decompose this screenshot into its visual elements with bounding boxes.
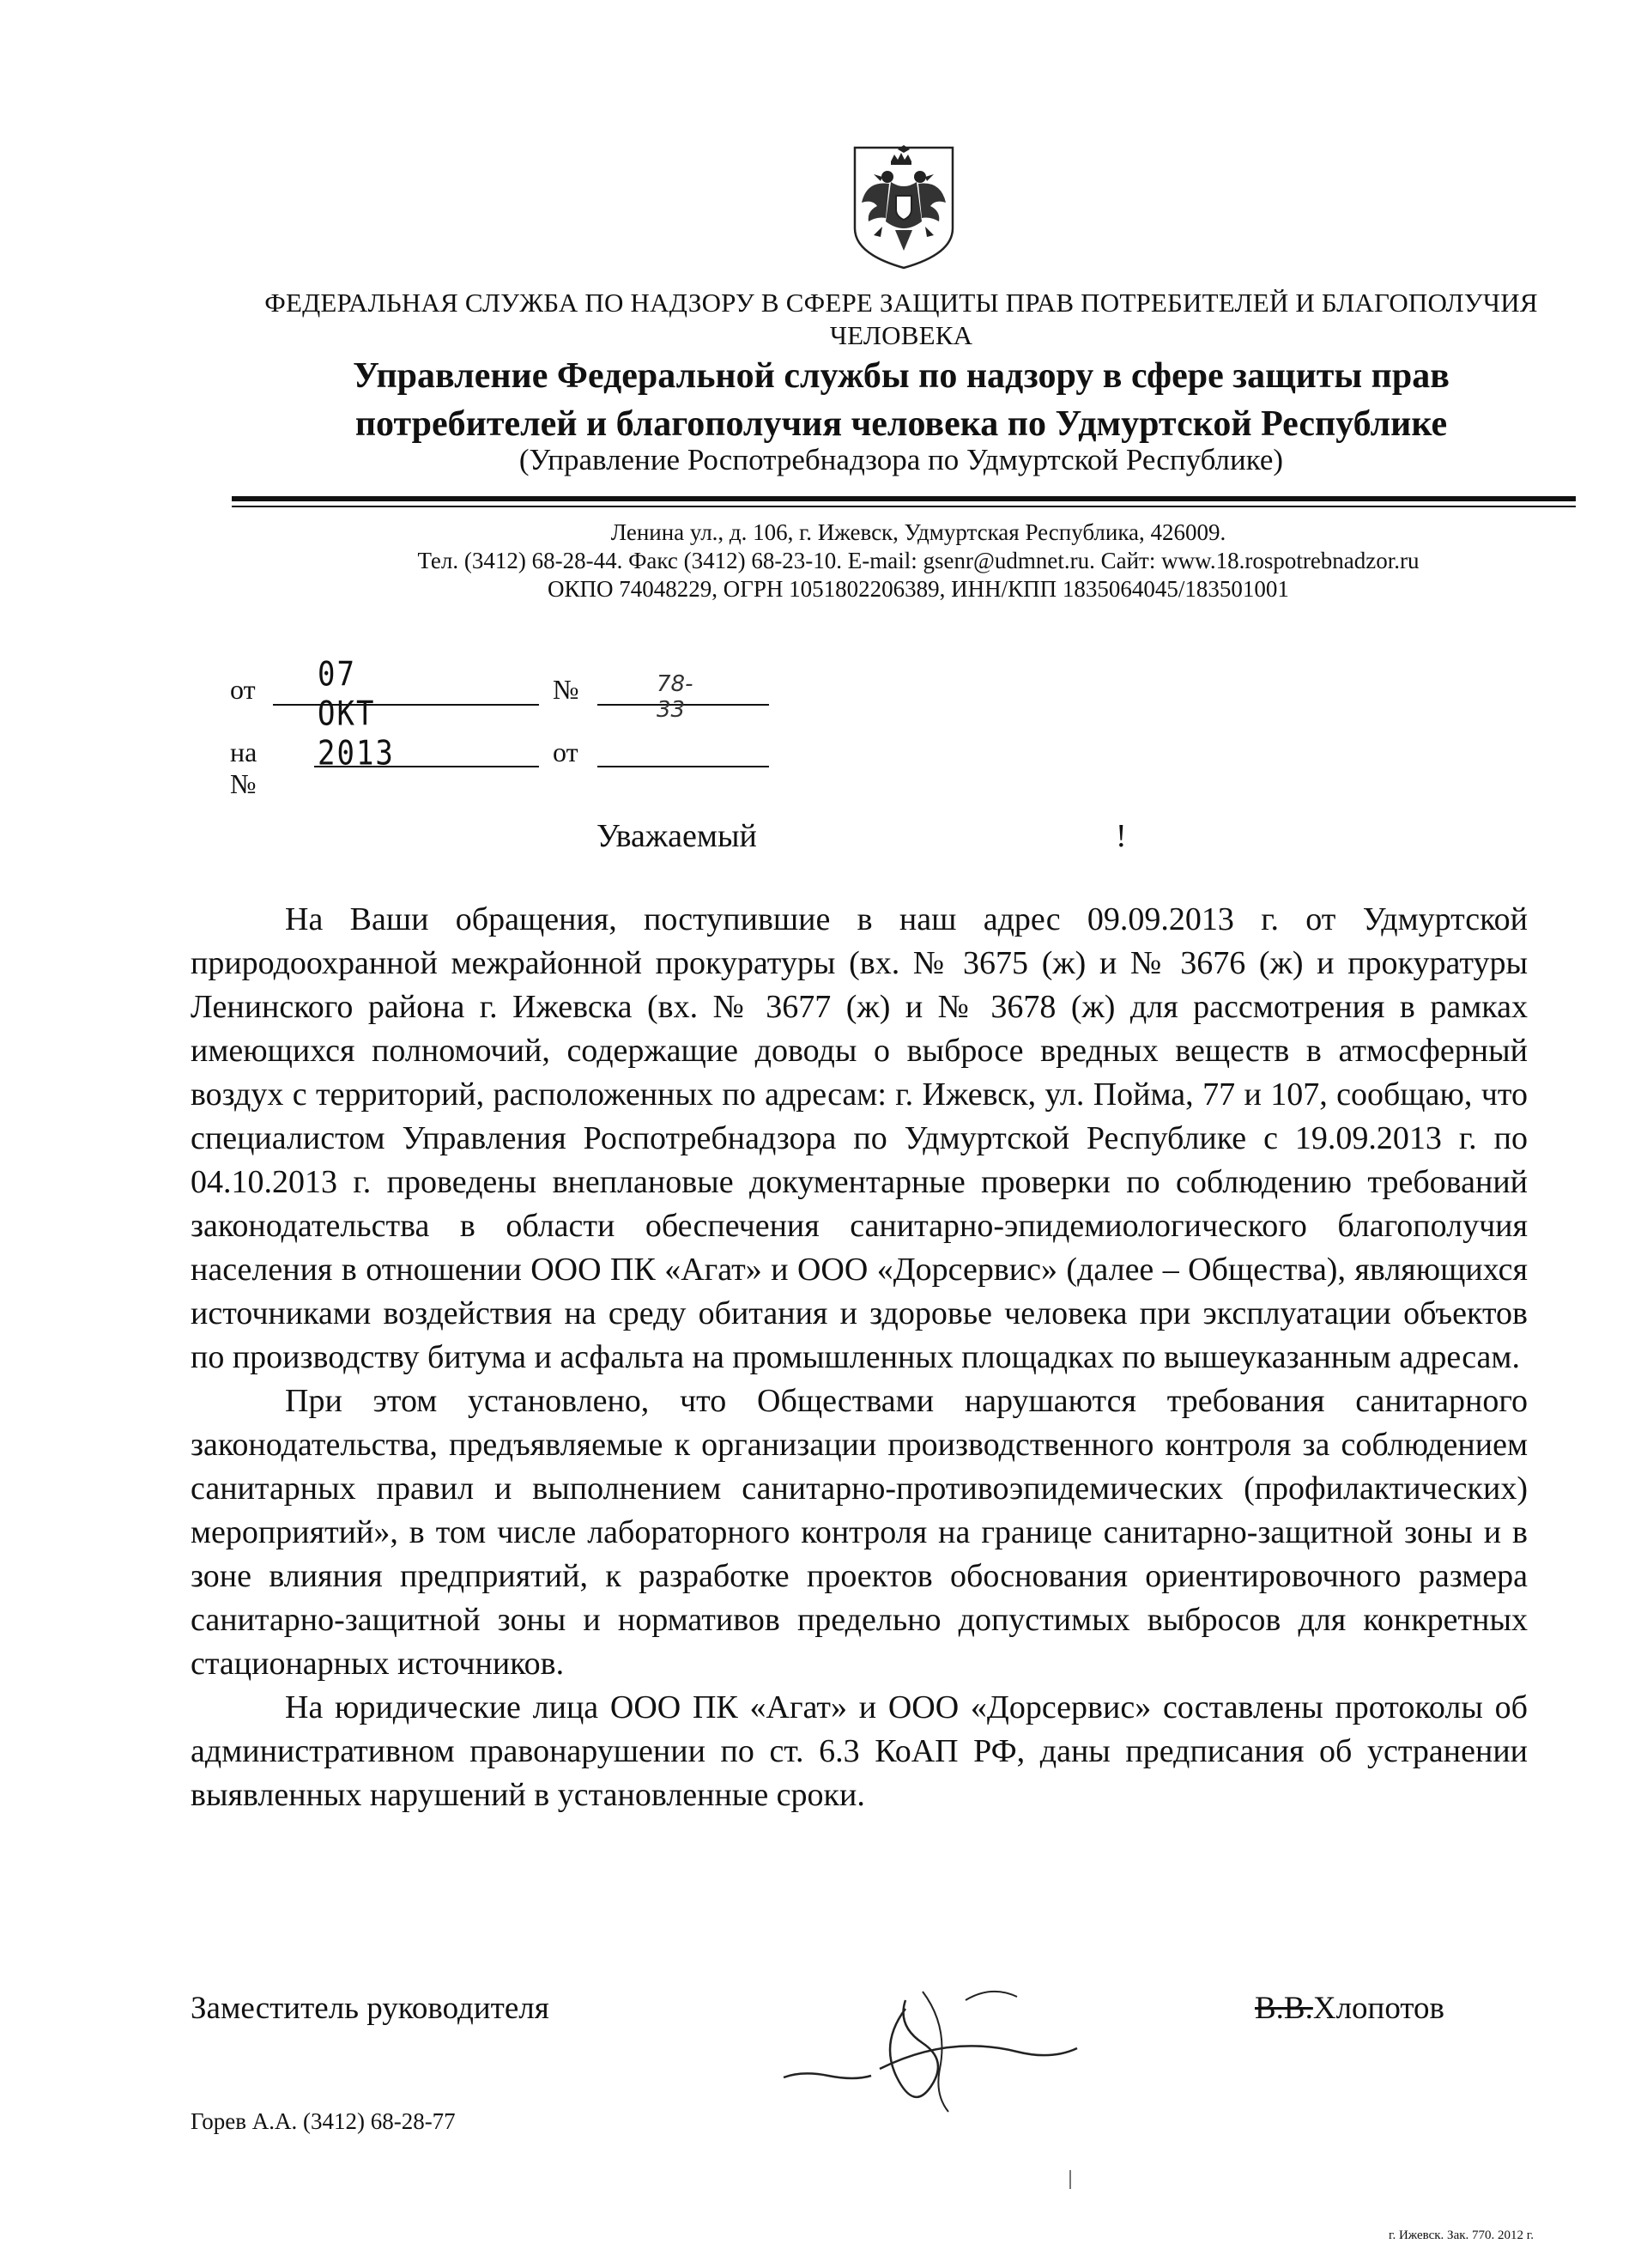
department-name: Управление Федеральной службы по надзору в сфере защиты прав потребителей и благополучия человека по Удмуртской Республике: [353, 356, 1450, 444]
number-label: №: [553, 674, 579, 705]
date-underline: [273, 704, 539, 706]
signer-initials: В.В.: [1255, 1991, 1313, 2026]
signer-title: Заместитель руководителя: [191, 1991, 549, 2026]
contacts-block: [283, 518, 1553, 603]
reply-date-underline: [597, 766, 769, 767]
contact-address: Ленина ул., д. 106, г. Ижевск, Удмуртская Республика, 426009.: [610, 519, 1226, 545]
header-rule-thick: [232, 496, 1576, 501]
department-short-name: (Управление Роспотребнадзора по Удмуртской Республике): [518, 443, 1284, 476]
header-rule-thin: [232, 506, 1576, 507]
reply-number-underline: [314, 766, 539, 767]
letter-body: [191, 898, 1528, 1817]
from-label: от: [230, 674, 256, 705]
handwritten-signature: [777, 1974, 1086, 2120]
date-stamp: 07 ОКТ 2013: [318, 655, 395, 773]
body-paragraph: При этом установлено, что Обществами нарушаются требования санитарного законодательства, предъявляемые к организации производственного контроля за соблюдением санитарных правил и выполнением санитарно-противоэпидемических (профилактических) мероприятий», в том числе лабораторного контроля на границе санитарно-защитной зоны и в зоне влияния предприятий, к разработке проектов обоснования ориентировочного размера санитарно-защитной зоны и нормативов предельно допустимых выбросов для конкретных стационарных источников.: [191, 1383, 1528, 1682]
contact-phones: Тел. (3412) 68-28-44. Факс (3412) 68-23-10. E-mail: gsenr@udmnet.ru. Сайт: www.18.rospotrebnadzor.ru: [417, 548, 1420, 573]
salutation-exclamation: !: [1116, 818, 1127, 854]
body-paragraph: На юридические лица ООО ПК «Агат» и ООО «Дорсервис» составлены протоколы об административном правонарушении по ст. 6.3 КоАП РФ, даны предписания об устранении выявленных нарушений в установленные сроки.: [191, 1689, 1528, 1813]
agency-name: ФЕДЕРАЛЬНАЯ СЛУЖБА ПО НАДЗОРУ В СФЕРЕ ЗАЩИТЫ ПРАВ ПОТРЕБИТЕЛЕЙ И БЛАГОПОЛУЧИЯ ЧЕЛОВЕКА: [264, 288, 1538, 350]
coat-of-arms-icon: [848, 143, 960, 271]
body-paragraph: На Ваши обращения, поступившие в наш адрес 09.09.2013 г. от Удмуртской природоохранной межрайонной прокуратуры (вх. № 3675 (ж) и № 3676 (ж) и прокуратуры Ленинского района г. Ижевска (вх. № 3677 (ж) и № 3678 (ж) для рассмотрения в рамках имеющихся полномочий, содержащие доводы о выбросе вредных веществ в атмосферный воздух с территорий, расположенных по адресам: г. Ижевск, ул. Пойма, 77 и 107, сообщаю, что специалистом Управления Роспотребнадзора по Удмуртской Республике с 19.09.2013 г. по 04.10.2013 г. проведены внеплановые документарные проверки по соблюдению требований законодательства в области обеспечения санитарно-эпидемиологического благополучия населения в отношении ООО ПК «Агат» и ООО «Дорсервис» (далее – Общества), являющихся источниками воздействия на среду обитания и здоровье человека при эксплуатации объектов по производству битума и асфальта на промышленных площадках по вышеуказанным адресам.: [191, 901, 1528, 1375]
printer-note: г. Ижевск. Зак. 770. 2012 г.: [1389, 2229, 1534, 2242]
reply-from-label: от: [553, 737, 578, 767]
reply-number-label: на №: [230, 737, 257, 799]
handwritten-number: 78-33: [657, 671, 693, 723]
executor-contact: Горев А.А. (3412) 68-28-77: [191, 2108, 456, 2134]
signer-surname: Хлопотов: [1312, 1991, 1445, 2026]
signer-name: [1255, 1990, 1444, 2027]
contact-codes: ОКПО 74048229, ОГРН 1051802206389, ИНН/КПП 1835064045/183501001: [548, 576, 1289, 602]
scan-mark: [1069, 2170, 1071, 2189]
salutation: Уважаемый: [596, 818, 757, 854]
